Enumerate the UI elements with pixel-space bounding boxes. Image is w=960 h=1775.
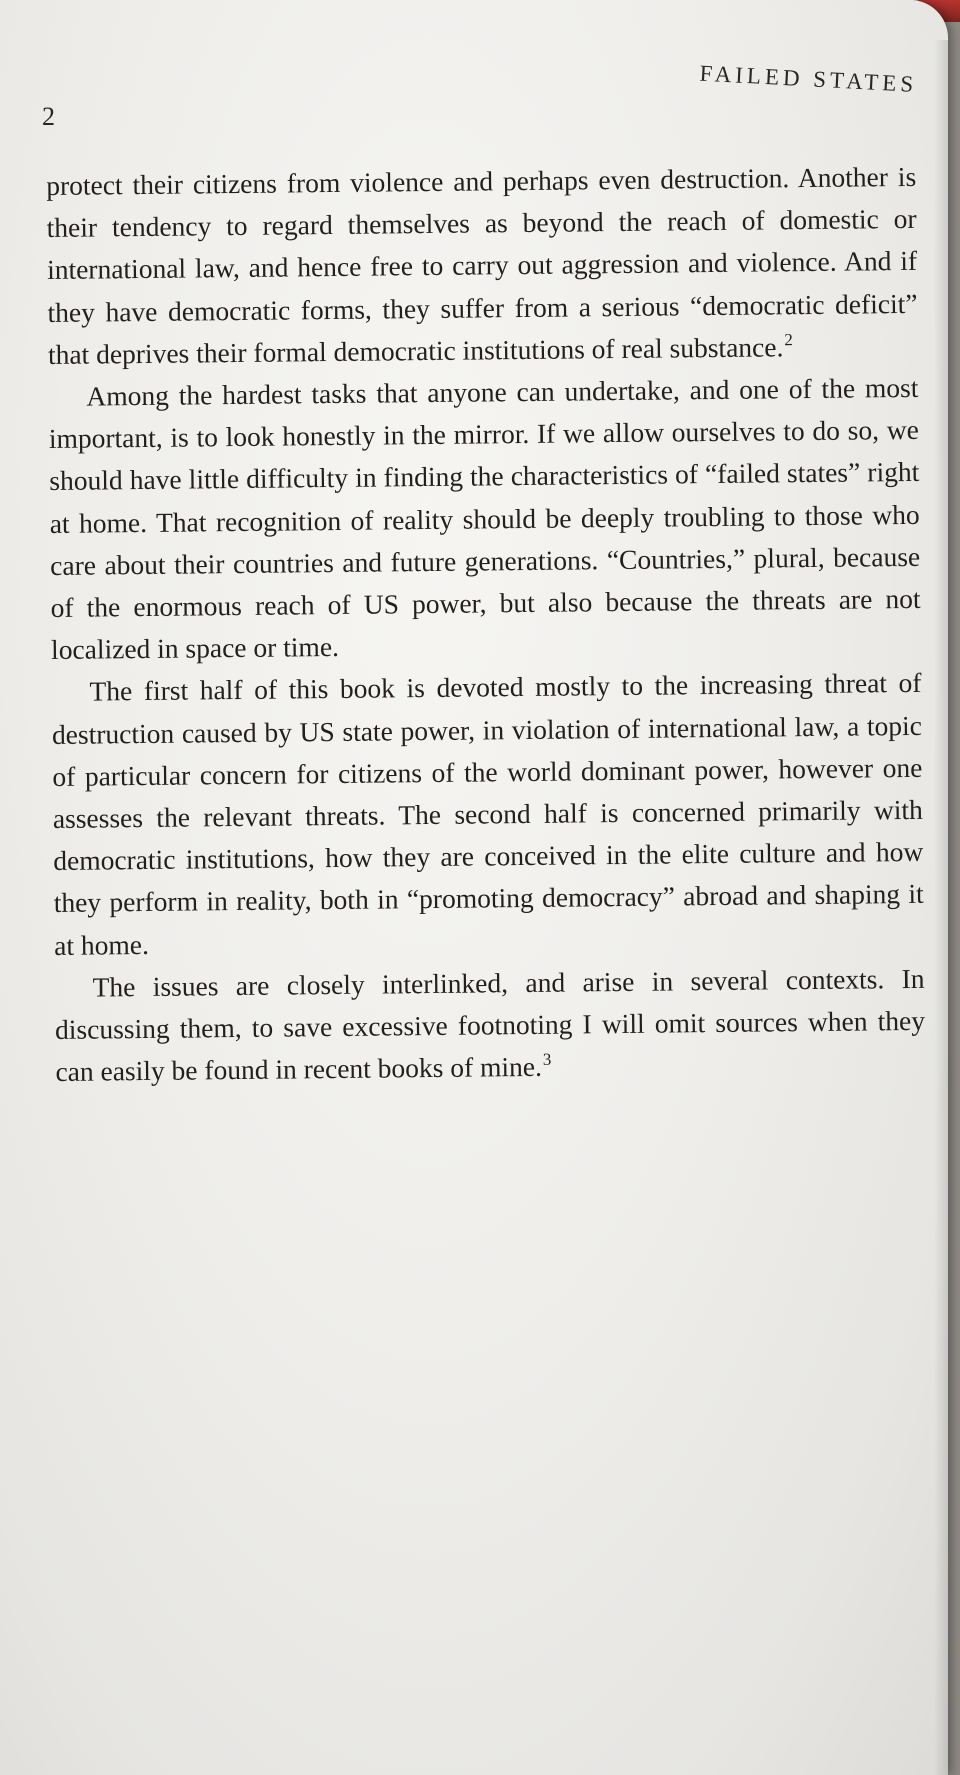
page-edge-shadow [934,40,948,1775]
paragraph-text: Among the hardest tasks that anyone can undertake, and one of the most important, is to look honestly in the mirror. If we allow ourselves to do so, we should have little difficulty in finding the characteristics of “failed states” right at home. That recognition of reality should be deeply troubling to those who care about their countries and future generations. “Countries,” plural, because of the enormous reach of US power, but also because the threats are not localized in space or time. [48,371,921,666]
paragraph-1 [46,156,918,376]
footnote-marker: 3 [542,1050,552,1070]
running-title: FAILED STATES [699,60,918,97]
paragraph-3 [51,662,924,967]
paragraph-text: The issues are closely interlinked, and arise in several contexts. In discussing them, to save excessive footnoting I will omit sources when they can easily be found in recent books of mine. [54,962,926,1088]
footnote-marker: 2 [784,330,793,350]
paragraph-text: protect their citizens from violence and perhaps even destruction. Another is their tendency to regard themselves as beyond the reach of domestic or international law, and hence free to carry out aggression and violence. And if they have democratic forms, they suffer from a serious “democratic deficit” that deprives their formal democratic institutions of real substance. [46,160,918,370]
paragraph-4 [54,958,925,1094]
page-number: 2 [42,102,55,131]
body-text [46,156,926,1094]
paragraph-2 [48,367,921,672]
paragraph-text: The first half of this book is devoted mostly to the increasing threat of destruction caused by US state power, in violation of international law, a topic of particular concern for citizens of the world dominant power, however one assesses the relevant threats. The second half is concerned primarily with democratic institutions, how they are conceived in the elite culture and how they perform in reality, both in “promoting democracy” abroad and shaping it at home. [51,667,924,961]
page-header [42,60,922,132]
